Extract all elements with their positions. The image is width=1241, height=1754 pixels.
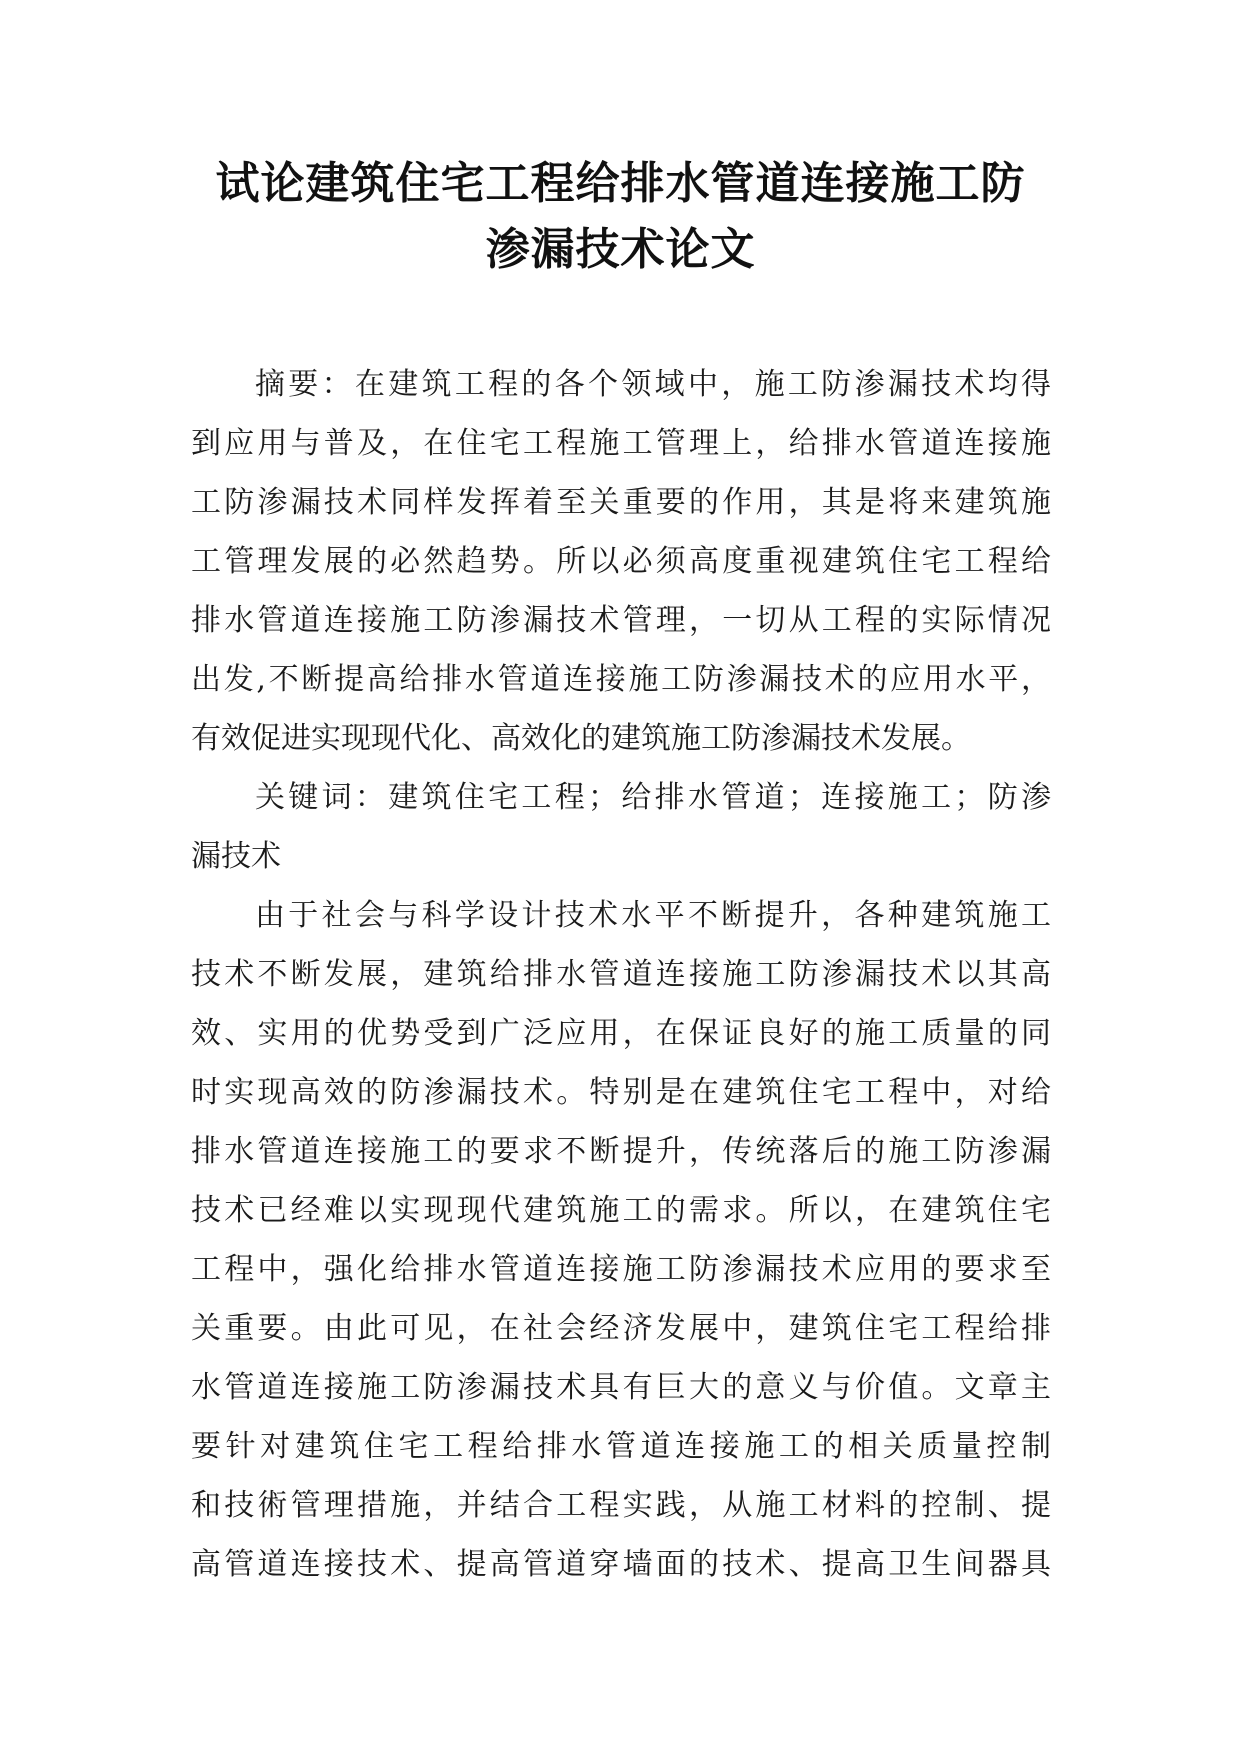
intro-paragraph xyxy=(191,886,1051,1594)
intro-line: 工程中，强化给排水管道连接施工防渗漏技术应用的要求至 xyxy=(191,1252,1051,1287)
document-title-line-2: 渗漏技术论文 xyxy=(485,224,756,275)
abstract-line: 有效促进实现现代化、高效化的建筑施工防渗漏技术发展。 xyxy=(191,721,971,756)
intro-line: 由于社会与科学设计技术水平不断提升，各种建筑施工 xyxy=(255,898,1051,933)
intro-line: 排水管道连接施工的要求不断提升，传统落后的施工防渗漏 xyxy=(191,1134,1051,1169)
document-body xyxy=(191,355,1051,1594)
keywords-paragraph xyxy=(191,768,1051,886)
keywords-line: 关键词：建筑住宅工程；给排水管道；连接施工；防渗 xyxy=(255,780,1051,815)
intro-line: 技术已经难以实现现代建筑施工的需求。所以，在建筑住宅 xyxy=(191,1193,1051,1228)
document-title-line-1: 试论建筑住宅工程给排水管道连接施工防 xyxy=(215,158,1026,209)
abstract-line: 到应用与普及，在住宅工程施工管理上，给排水管道连接施 xyxy=(191,426,1051,461)
keywords-line: 漏技术 xyxy=(191,839,281,874)
intro-line: 效、实用的优势受到广泛应用，在保证良好的施工质量的同 xyxy=(191,1016,1051,1051)
abstract-line: 工防渗漏技术同样发挥着至关重要的作用，其是将来建筑施 xyxy=(191,485,1051,520)
abstract-line: 工管理发展的必然趋势。所以必须高度重视建筑住宅工程给 xyxy=(191,544,1051,579)
intro-line: 技术不断发展，建筑给排水管道连接施工防渗漏技术以其高 xyxy=(191,957,1051,992)
intro-line: 水管道连接施工防渗漏技术具有巨大的意义与价值。文章主 xyxy=(191,1370,1051,1405)
abstract-line: 排水管道连接施工防渗漏技术管理，一切从工程的实际情况 xyxy=(191,603,1051,638)
intro-line: 要针对建筑住宅工程给排水管道连接施工的相关质量控制 xyxy=(191,1429,1051,1464)
intro-line: 高管道连接技术、提高管道穿墙面的技术、提高卫生间器具 xyxy=(191,1547,1051,1582)
intro-line: 关重要。由此可见，在社会经济发展中，建筑住宅工程给排 xyxy=(191,1311,1051,1346)
intro-line: 和技術管理措施，并结合工程实践，从施工材料的控制、提 xyxy=(191,1488,1051,1523)
abstract-line: 出发,不断提高给排水管道连接施工防渗漏技术的应用水平， xyxy=(191,662,1051,697)
intro-line: 时实现高效的防渗漏技术。特别是在建筑住宅工程中，对给 xyxy=(191,1075,1051,1110)
abstract-line: 摘要：在建筑工程的各个领域中，施工防渗漏技术均得 xyxy=(255,367,1051,402)
abstract-paragraph xyxy=(191,355,1051,768)
